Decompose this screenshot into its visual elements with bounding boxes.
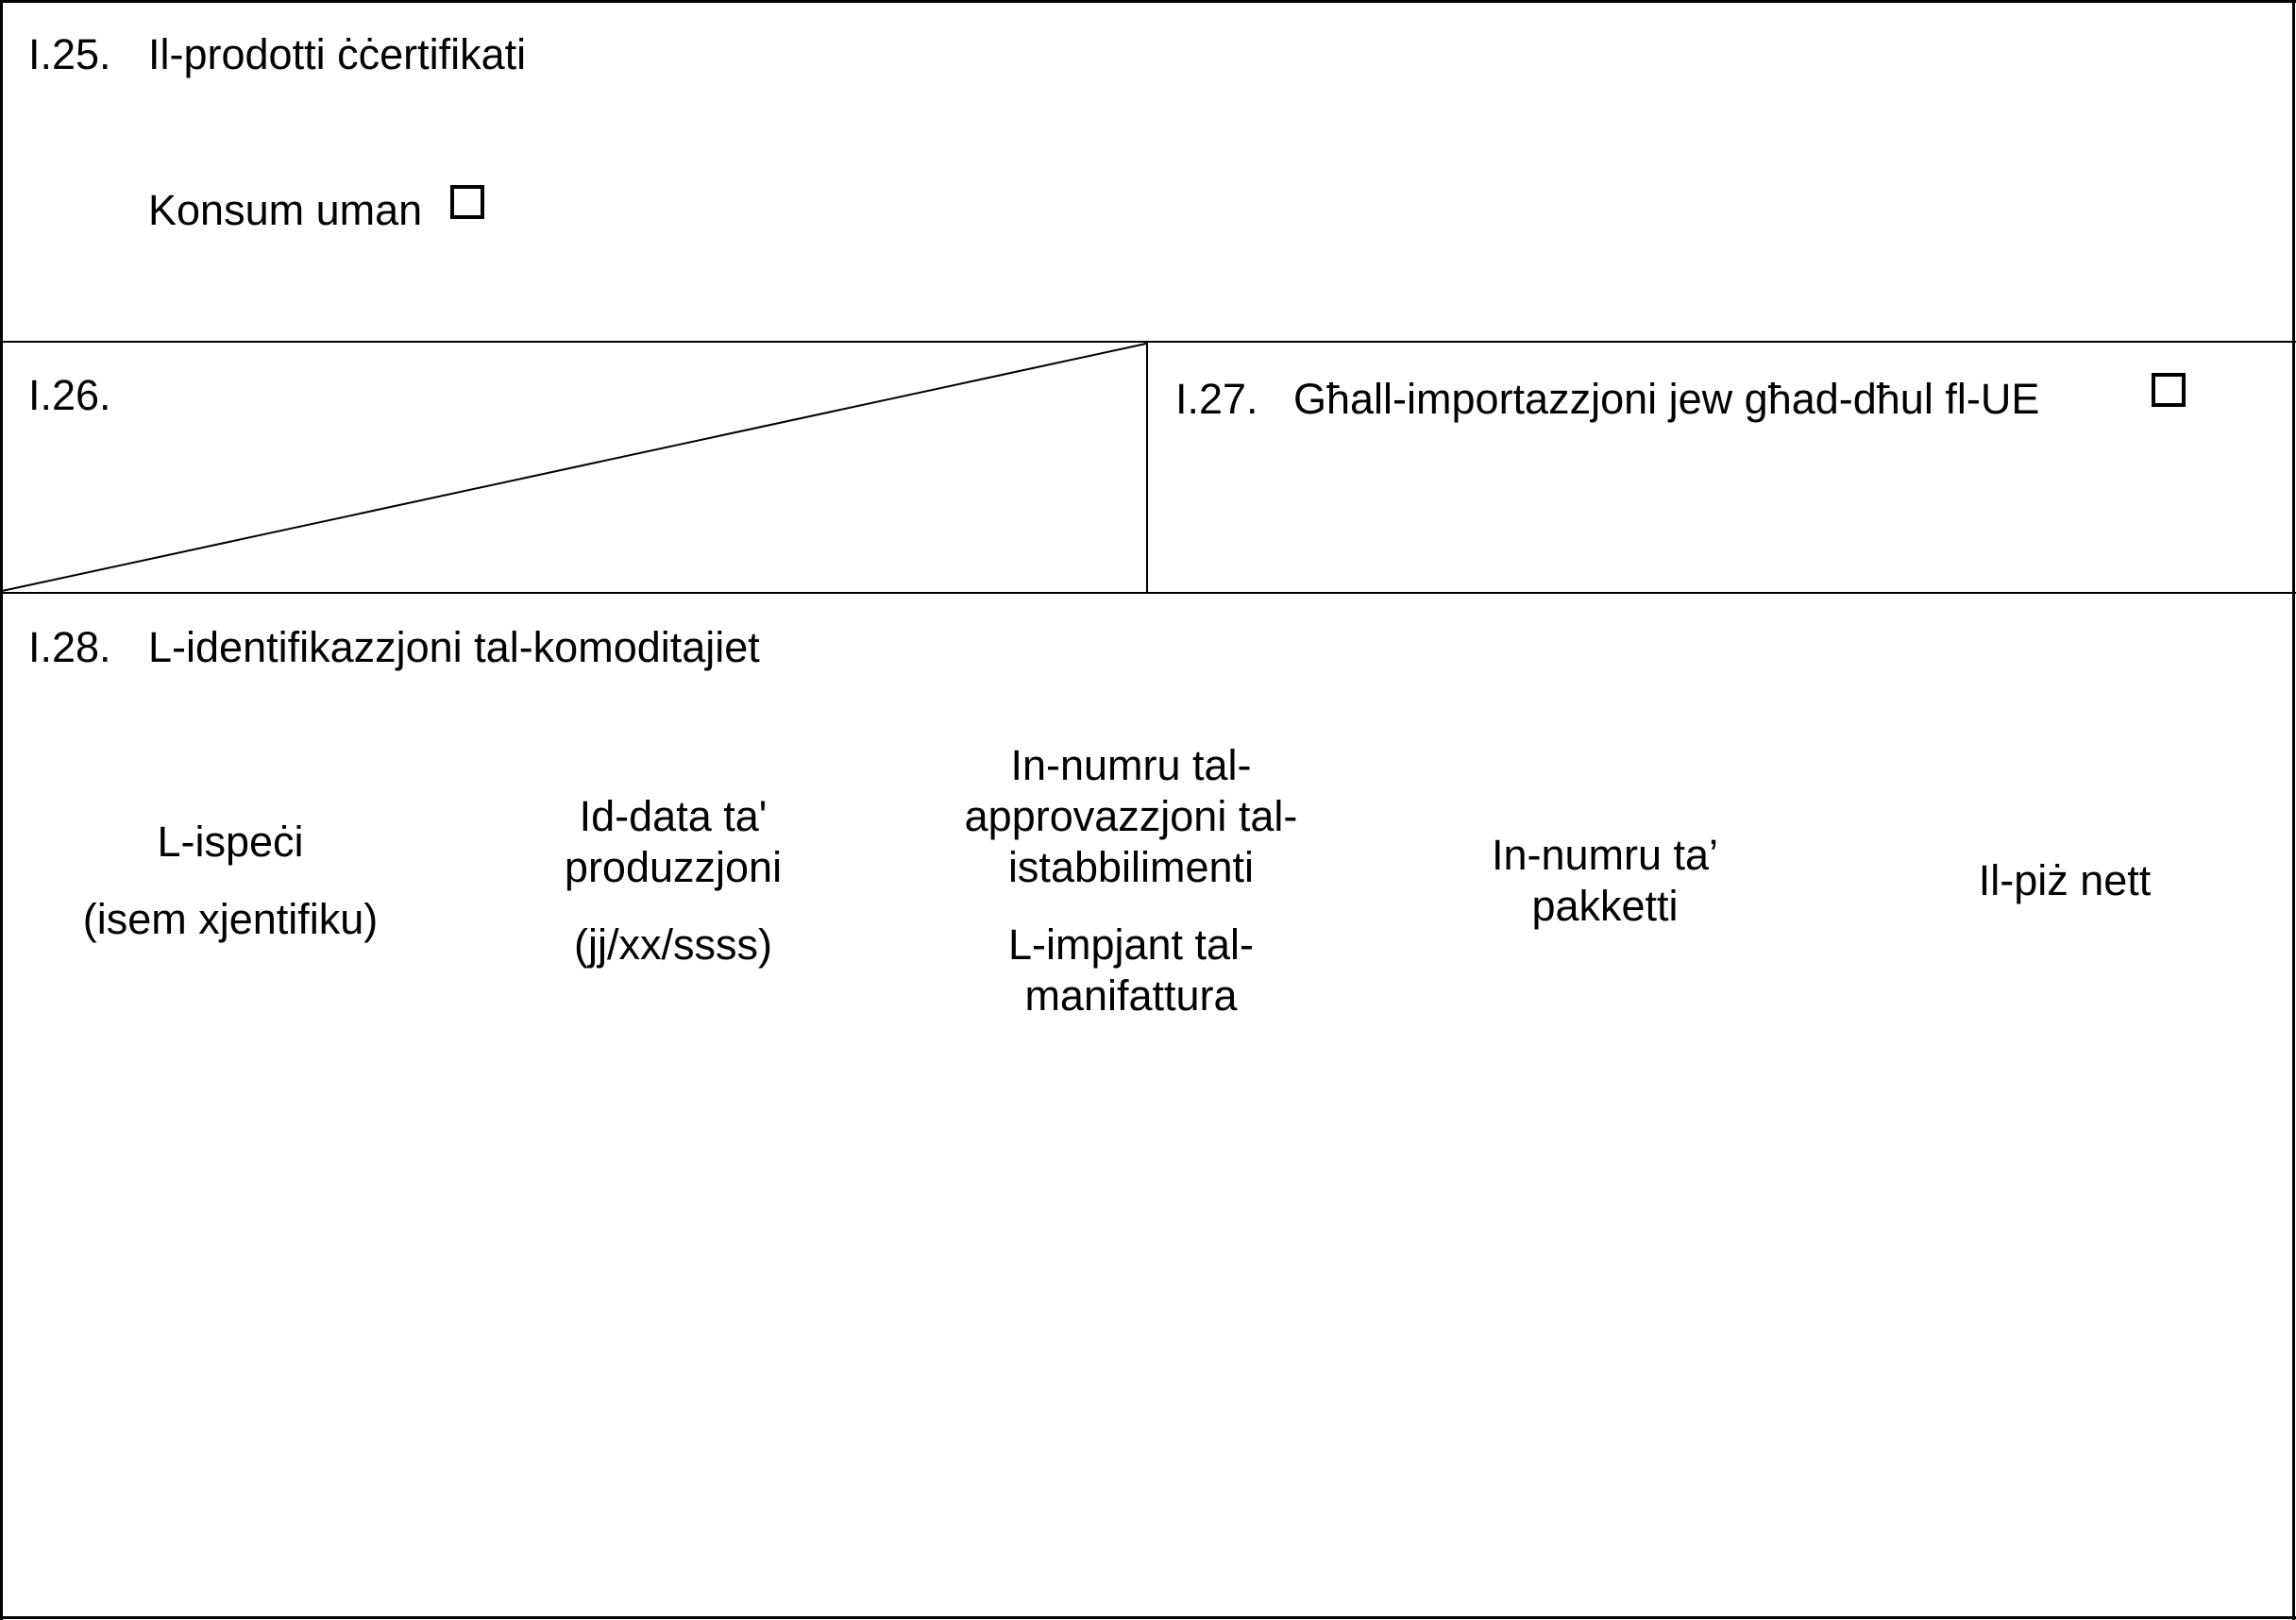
col-approval-number-line-3: istabbilimenti [1007, 843, 1255, 891]
section-125-title: Il-prodotti ċċertifikati [148, 30, 527, 78]
section-126-number: I.26. [28, 371, 111, 419]
section-127-number: I.27. [1175, 375, 1258, 423]
col-production-date-line-2: produzzjoni [564, 843, 783, 891]
col-net-weight-line-1: Il-piż nett [1978, 856, 2152, 904]
col-manufacturing-plant-line-1: L-impjant tal- [1007, 920, 1255, 969]
col-species-line-1: L-ispeċi [157, 818, 304, 866]
col-packages-line-2: pakketti [1531, 882, 1679, 930]
col-species-line-2: (isem xjentifiku) [82, 895, 379, 943]
import-entry-checkbox[interactable] [2152, 373, 2186, 407]
col-production-date-line-1: Id-data ta' [579, 792, 768, 840]
col-production-date-line-3: (jj/xx/ssss) [574, 920, 772, 969]
section-125-number: I.25. [28, 30, 111, 78]
frame-right-border [2292, 0, 2295, 1620]
section-128-title: L-identifikazzjoni tal-komoditajiet [148, 623, 760, 671]
col-approval-number-line-2: approvazzjoni tal- [964, 792, 1298, 840]
section-126-strike-line [0, 0, 1148, 594]
col-packages-line-1: In-numru ta’ [1491, 831, 1719, 879]
section-127-title: Għall-importazzjoni jew għad-dħul fl-UE [1293, 375, 2040, 423]
col-manufacturing-plant-line-2: manifattura [1024, 971, 1238, 1020]
human-consumption-label: Konsum uman [148, 186, 423, 234]
col-approval-number-line-1: In-numru tal- [1010, 741, 1252, 789]
frame-bottom-border [0, 1616, 2296, 1619]
section-128-number: I.28. [28, 623, 111, 671]
